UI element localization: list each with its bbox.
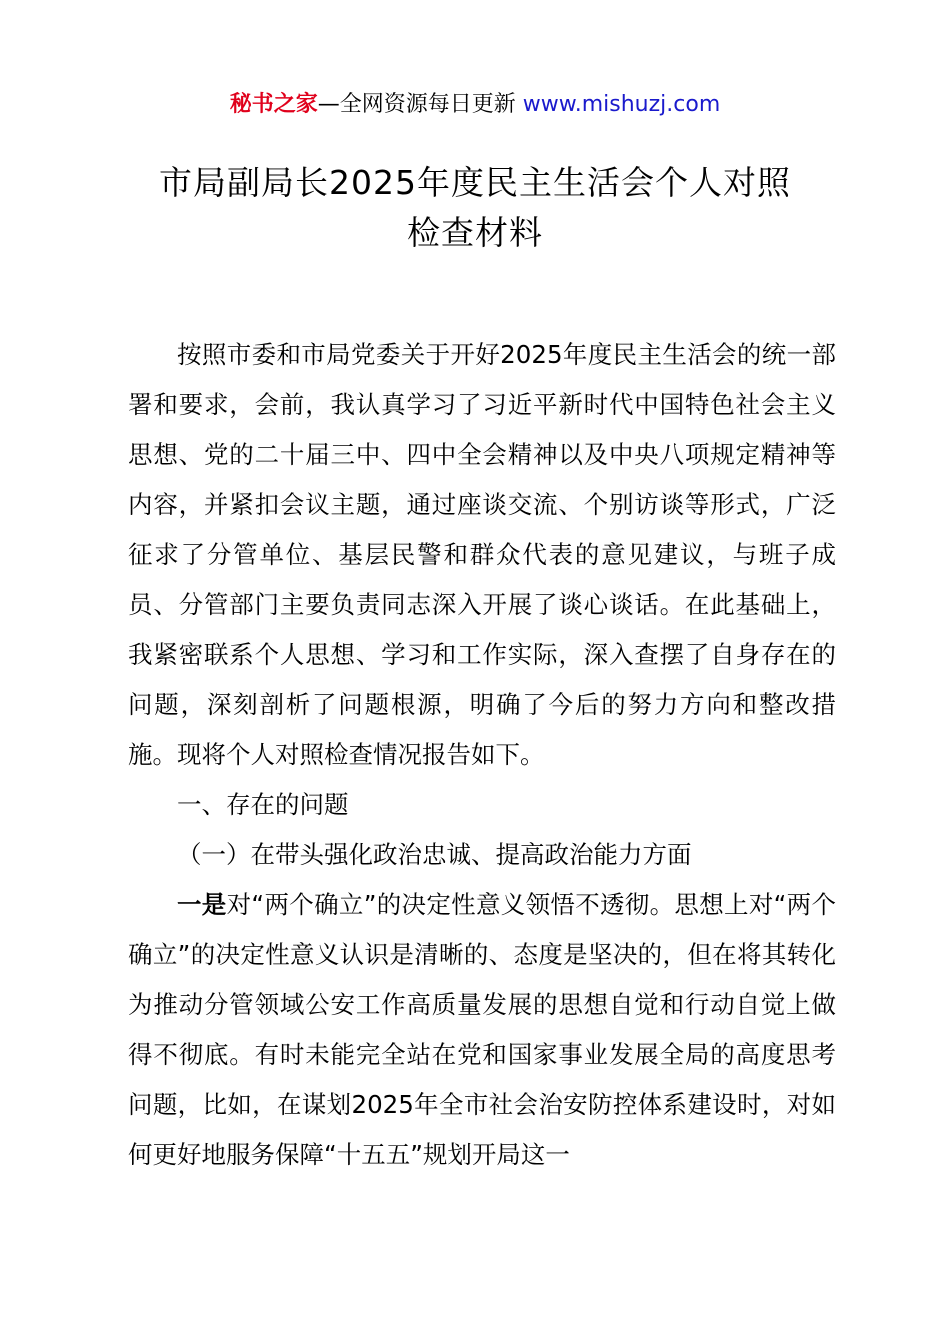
site-slogan: —全网资源每日更新 [317, 92, 516, 117]
intro-paragraph: 按照市委和市局党委关于开好2025年度民主生活会的统一部署和要求，会前，我认真学习了习近平新时代中国特色社会主义思想、党的二十届三中、四中全会精神以及中央八项规定精神等内容，并紧扣会议主题，通过座谈交流、个别访谈等形式，广泛征求了分管单位、基层民警和群众代表的意见建议，与班子成员、分管部门主要负责同志深入开展了谈心谈话。在此基础上，我紧密联系个人思想、学习和工作实际，深入查摆了自身存在的问题，深刻剖析了问题根源，明确了今后的努力方向和整改措施。现将个人对照检查情况报告如下。 [128, 340, 836, 769]
document-title-line-1: 市局副局长2025年度民主生活会个人对照 [159, 163, 791, 202]
point-lead-word: 一是 [177, 890, 227, 919]
site-name: 秘书之家 [229, 92, 318, 117]
site-header [0, 88, 950, 122]
point-text: 对“两个确立”的决定性意义领悟不透彻。思想上对“两个确立”的决定性意义认识是清晰的、态度是坚决的，但在将其转化为推动分管领域公安工作高质量发展的思想自觉和行动自觉上做得不彻底。有时未能完全站在党和国家事业发展全局的高度思考问题，比如，在谋划2025年全市社会治安防控体系建设时，对如何更好地服务保障“十五五”规划开局这一 [128, 890, 836, 1169]
document-body [128, 330, 836, 1180]
section-heading: 一、存在的问题 [177, 790, 349, 819]
document-title [100, 158, 850, 258]
document-title-line-2: 检查材料 [407, 213, 543, 252]
point-paragraph [128, 880, 836, 1180]
subsection-heading: （一）在带头强化政治忠诚、提高政治能力方面 [177, 840, 692, 869]
site-url-link[interactable]: www.mishuzj.com [522, 92, 721, 117]
